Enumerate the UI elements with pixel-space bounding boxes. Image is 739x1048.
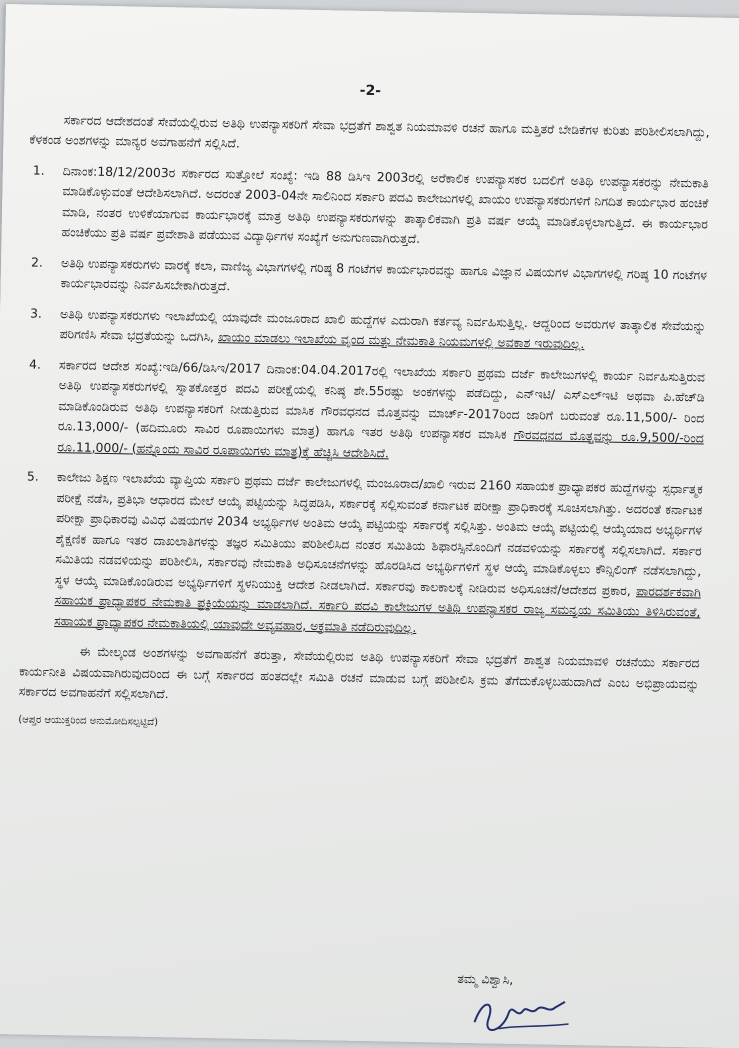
- points-list: [20, 160, 709, 643]
- signature-image: [468, 988, 589, 1040]
- list-item: 1. ದಿನಾಂಕ:18/12/2003ರ ಸರ್ಕಾರದ ಸುತ್ತೋಲೆ ಸಂಖ್ಯೆ: ಇಡಿ 88 ಡಿಸಿಇ 2003ರಲ್ಲಿ ಅರೆಕಾಲಿಕ ಉಪನ್ಯಾಸಕರ ಬದಲಿಗೆ ಅತಿಥಿ ಉಪನ್ಯಾಸಕರನ್ನು ನೇಮಕಾತಿ ಮಾಡಿಕೊಳ್ಳುವಂತೆ ಆದೇಶಿಸಲಾಗಿದೆ. ಅದರಂತೆ 2003-04ನೇ ಸಾಲಿನಿಂದ ಸರ್ಕಾರಿ ಪದವಿ ಕಾಲೇಜುಗಳಲ್ಲಿ ಖಾಯಂ ಉಪನ್ಯಾಸಕರುಗಳಿಗೆ ನಿಗದಿತ ಕಾರ್ಯಭಾರ ಹಂಚಿಕೆ ಮಾಡಿ, ನಂತರ ಉಳಿಕೆಯಾಗುವ ಕಾರ್ಯಭಾರಕ್ಕೆ ಮಾತ್ರ ಅತಿಥಿ ಉಪನ್ಯಾಸಕರುಗಳನ್ನು ತಾತ್ಕಾಲಿಕವಾಗಿ ಪ್ರತಿ ವರ್ಷ ಆಯ್ಕೆ ಮಾಡಿಕೊಳ್ಳಲಾಗುತ್ತಿದೆ. ಈ ಕಾರ್ಯಭಾರ ಹಂಚಿಕೆಯು ಪ್ರತಿ ವರ್ಷ ಪ್ರವೇಶಾತಿ ಪಡೆಯುವ ವಿದ್ಯಾರ್ಥಿಗಳ ಸಂಖ್ಯೆಗೆ ಅನುಗುಣವಾಗಿರುತ್ತದೆ.: [32, 162, 709, 246]
- footnote: (ಆಪ್ತರ ಆಯುಕ್ತರಿಂದ ಅನುಮೋದಿಸಲ್ಪಟ್ಟಿದೆ): [18, 713, 159, 728]
- conclusion-paragraph: ಈ ಮೇಲ್ಕಂಡ ಅಂಶಗಳನ್ನು ಅವಗಾಹನೆಗೆ ತರುತ್ತಾ, ಸೇವೆಯಲ್ಲಿರುವ ಅತಿಥಿ ಉಪನ್ಯಾಸಕರಿಗೆ ಸೇವಾ ಭದ್ರತೆಗೆ ಶಾಶ್ವತ ನಿಯಮಾವಳಿ ರಚನೆಯು ಸರ್ಕಾರದ ಕಾರ್ಯನೀತಿ ವಿಷಯವಾಗಿರುವುದರಿಂದ ಈ ಬಗ್ಗೆ ಸರ್ಕಾರದ ಹಂತದಲ್ಲೇ ಸಮಿತಿ ರಚನೆ ಮಾಡುವ ಬಗ್ಗೆ ಪರಿಶೀಲಿಸಿ ಕ್ರಮ ತೆಗೆದುಕೊಳ್ಳಬಹುದಾಗಿದೆ ಎಂಬ ಅಭಿಪ್ರಾಯವನ್ನು ಸರ್ಕಾರದ ಅವಗಾಹನೆಗೆ ಸಲ್ಲಿಸಲಾಗಿದೆ.: [18, 643, 700, 702]
- intro-paragraph: ಸರ್ಕಾರದ ಆದೇಶದಂತೆ ಸೇವೆಯಲ್ಲಿರುವ ಅತಿಥಿ ಉಪನ್ಯಾಸಕರಿಗೆ ಸೇವಾ ಭದ್ರತೆಗೆ ಶಾಶ್ವತ ನಿಯಮಾವಳಿ ರಚನೆ ಹಾಗೂ ಮತ್ತಿತರೆ ಬೇಡಿಕೆಗಳ ಕುರಿತು ಪರಿಶೀಲಿಸಲಾಗಿದ್ದು, ಕೆಳಕಂಡ ಅಂಶಗಳನ್ನು ಮಾನ್ಯರ ಅವಗಾಹನೆಗೆ ಸಲ್ಲಿಸಿದೆ.: [29, 111, 710, 151]
- underlined-text: ಪಾರದರ್ಶಕವಾಗಿ ಸಹಾಯಕ ಪ್ರಾಧ್ಯಾಪಕರ ನೇಮಕಾತಿ ಪ್ರಕ್ರಿಯೆಯನ್ನು ಮಾಡಲಾಗಿದೆ. ಸರ್ಕಾರಿ ಪದವಿ ಕಾಲೇಜುಗಳ ಅತಿಥಿ ಉಪನ್ಯಾಸಕರ ರಾಜ್ಯ ಸಮನ್ವಯ ಸಮಿತಿಯು ತಿಳಿಸಿರುವಂತೆ, ಸಹಾಯಕ ಪ್ರಾಧ್ಯಾಪಕರ ನೇಮಕಾತಿಯಲ್ಲಿ ಯಾವುದೇ ಅವ್ಯವಹಾರ, ಅಕ್ರಮಾತಿ ನಡೆದಿರುವುದಿಲ್ಲ.: [54, 582, 701, 635]
- underlined-text: ಗೌರವಧನದ ಮೊತ್ತವನ್ನು ರೂ.9,500/-ರಿಂದ ರೂ.11,000/- (ಹನ್ನೊಂದು ಸಾವಿರ ರೂಪಾಯಿಗಳು ಮಾತ್ರ)ಕ್ಕೆ ಹೆಚ್ಚಿಸಿ ಆದೇಶಿಸಿದೆ.: [57, 426, 704, 460]
- list-item: 3. ಅತಿಥಿ ಉಪನ್ಯಾಸಕರುಗಳು ಇಲಾಖೆಯಲ್ಲಿ ಯಾವುದೇ ಮಂಜೂರಾದ ಖಾಲಿ ಹುದ್ದೆಗಳ ಎದುರಾಗಿ ಕರ್ತವ್ಯ ನಿರ್ವಹಿಸುತ್ತಿಲ್ಲ. ಆದ್ದರಿಂದ ಅವರುಗಳ ತಾತ್ಕಾಲಿಕ ಸೇವೆಯನ್ನು ಪರಿಗಣಿಸಿ ಸೇವಾ ಭದ್ರತೆಯನ್ನು ಒದಗಿಸಿ, ಖಾಯಂ ಮಾಡಲು ಇಲಾಖೆಯ ವೃಂದ ಮತ್ತು ನೇಮಕಾತಿ ನಿಯಮಗಳಲ್ಲಿ ಅವಕಾಶ ಇರುವುದಿಲ್ಲ.: [29, 305, 707, 352]
- list-item: 5. ಕಾಲೇಜು ಶಿಕ್ಷಣ ಇಲಾಖೆಯ ವ್ಯಾಪ್ತಿಯ ಸರ್ಕಾರಿ ಪ್ರಥಮ ದರ್ಜೆ ಕಾಲೇಜುಗಳಲ್ಲಿ ಮಂಜೂರಾದ/ಖಾಲಿ ಇರುವ 2160 ಸಹಾಯಕ ಪ್ರಾಧ್ಯಾಪಕರ ಹುದ್ದೆಗಳನ್ನು ಸ್ಪರ್ಧಾತ್ಮಕ ಪರೀಕ್ಷೆ ನಡೆಸಿ, ಪ್ರತಿಭಾ ಆಧಾರದ ಮೇಲೆ ಆಯ್ಕೆ ಪಟ್ಟಿಯನ್ನು ಸಿದ್ಧಪಡಿಸಿ, ಸರ್ಕಾರಕ್ಕೆ ಸಲ್ಲಿಸುವಂತೆ ಕರ್ನಾಟಕ ಪರೀಕ್ಷಾ ಪ್ರಾಧಿಕಾರಕ್ಕೆ ಸೂಚಿಸಲಾಗಿತ್ತು. ಅದರಂತೆ ಕರ್ನಾಟಕ ಪರೀಕ್ಷಾ ಪ್ರಾಧಿಕಾರವು ವಿವಿಧ ವಿಷಯಗಳ 2034 ಅಭ್ಯರ್ಥಿಗಳ ಅಂತಿಮ ಆಯ್ಕೆ ಪಟ್ಟಿಯನ್ನು ಸರ್ಕಾರಕ್ಕೆ ಸಲ್ಲಿಸಿತ್ತು. ಅಂತಿಮ ಆಯ್ಕೆ ಪಟ್ಟಿಯಲ್ಲಿ ಆಯ್ಕೆಯಾದ ಅಭ್ಯರ್ಥಿಗಳ ಶೈಕ್ಷಣಿಕ ಹಾಗೂ ಇತರ ದಾಖಲಾತಿಗಳನ್ನು ತಜ್ಞರ ಸಮಿತಿಯು ಪರಿಶೀಲಿಸಿದ ನಂತರ ಸಮಿತಿಯ ಶಿಫಾರಸ್ಸಿನೊಂದಿಗೆ ನಡವಳಿಯನ್ನು ಸರ್ಕಾರಕ್ಕೆ ಸಲ್ಲಿಸಲಾಗಿದೆ. ಸರ್ಕಾರ ಸಮಿತಿಯ ನಡವಳಿಯನ್ನು ಪರಿಶೀಲಿಸಿ, ಸರ್ಕಾರವು ನೇಮಕಾತಿ ಅಧಿಸೂಚನೆಗಳನ್ನು ಹೊರಡಿಸಿದ ಅಭ್ಯರ್ಥಿಗಳಿಗೆ ಸ್ಥಳ ಆಯ್ಕೆ ಮಾಡಿಕೊಳ್ಳಲು ಕೌನ್ಸಿಲಿಂಗ್ ನಡೆಸಲಾಗಿದ್ದು, ಸ್ಥಳ ಆಯ್ಕೆ ಮಾಡಿಕೊಂಡಿರುವ ಅಭ್ಯರ್ಥಿಗಳಿಗೆ ಸ್ಥಳನಿಯುಕ್ತಿ ಆದೇಶ ನೀಡಲಾಗಿದೆ. ಸರ್ಕಾರವು ಕಾಲಕಾಲಕ್ಕೆ ನೀಡಿರುವ ಅಧಿಸೂಚನೆ/ಆದೇಶದ ಪ್ರಕಾರ, ಪಾರದರ್ಶಕವಾಗಿ ಸಹಾಯಕ ಪ್ರಾಧ್ಯಾಪಕರ ನೇಮಕಾತಿ ಪ್ರಕ್ರಿಯೆಯನ್ನು ಮಾಡಲಾಗಿದೆ. ಸರ್ಕಾರಿ ಪದವಿ ಕಾಲೇಜುಗಳ ಅತಿಥಿ ಉಪನ್ಯಾಸಕರ ರಾಜ್ಯ ಸಮನ್ವಯ ಸಮಿತಿಯು ತಿಳಿಸಿರುವಂತೆ, ಸಹಾಯಕ ಪ್ರಾಧ್ಯಾಪಕರ ನೇಮಕಾತಿಯಲ್ಲಿ ಯಾವುದೇ ಅವ್ಯವಹಾರ, ಅಕ್ರಮಾತಿ ನಡೆದಿರುವುದಿಲ್ಲ.: [26, 468, 703, 635]
- list-item: 2. ಅತಿಥಿ ಉಪನ್ಯಾಸಕರುಗಳು ವಾರಕ್ಕೆ ಕಲಾ, ವಾಣಿಜ್ಯ ವಿಭಾಗಗಳಲ್ಲಿ ಗರಿಷ್ಠ 8 ಗಂಟೆಗಳ ಕಾರ್ಯಭಾರವನ್ನು ಹಾಗೂ ವಿಜ್ಞಾನ ವಿಷಯಗಳ ವಿಭಾಗಗಳಲ್ಲಿ ಗರಿಷ್ಠ 10 ಗಂಟೆಗಳ ಕಾರ್ಯಭಾರವನ್ನು ನಿರ್ವಹಿಸಬೇಕಾಗಿರುತ್ತದೆ.: [30, 254, 708, 294]
- document-page: [0, 4, 739, 1048]
- underlined-text: ಖಾಯಂ ಮಾಡಲು ಇಲಾಖೆಯ ವೃಂದ ಮತ್ತು ನೇಮಕಾತಿ ನಿಯಮಗಳಲ್ಲಿ ಅವಕಾಶ ಇರುವುದಿಲ್ಲ.: [217, 329, 585, 352]
- page-number: -2-: [359, 82, 382, 100]
- document-body: [18, 74, 710, 743]
- list-item: 4. ಸರ್ಕಾರದ ಆದೇಶ ಸಂಖ್ಯೆ:ಇಡಿ/66/ಡಿಸಿಇ/2017 ದಿನಾಂಕ:04.04.2017ರಲ್ಲಿ ಇಲಾಖೆಯ ಸರ್ಕಾರಿ ಪ್ರಥಮ ದರ್ಜೆ ಕಾಲೇಜುಗಳಲ್ಲಿ ಕಾರ್ಯ ನಿರ್ವಹಿಸುತ್ತಿರುವ ಅತಿಥಿ ಉಪನ್ಯಾಸಕರುಗಳಲ್ಲಿ ಸ್ನಾತಕೋತ್ತರ ಪದವಿ ಪರೀಕ್ಷೆಯಲ್ಲಿ ಕನಿಷ್ಠ ಶೇ.55ರಷ್ಟು ಅಂಕಗಳನ್ನು ಪಡೆದಿದ್ದು, ಎನ್‌ಇಟಿ/ ಎಸ್‌ಎಲ್‌ಇಟಿ ಅಥವಾ ಪಿ.ಹೆಚ್‌ಡಿ ಮಾಡಿಕೊಂಡಿರುವ ಅತಿಥಿ ಉಪನ್ಯಾಸಕರಿಗೆ ನೀಡುತ್ತಿರುವ ಮಾಸಿಕ ಗೌರವಧನದ ಮೊತ್ತವನ್ನು ಮಾರ್ಚ್-2017ರಿಂದ ಜಾರಿಗೆ ಬರುವಂತೆ ರೂ.11,500/- ರಿಂದ ರೂ.13,000/- (ಹದಿಮೂರು ಸಾವಿರ ರೂಪಾಯಿಗಳು ಮಾತ್ರ) ಹಾಗೂ ಇತರ ಅತಿಥಿ ಉಪನ್ಯಾಸಕರ ಮಾಸಿಕ ಗೌರವಧನದ ಮೊತ್ತವನ್ನು ರೂ.9,500/-ರಿಂದ ರೂ.11,000/- (ಹನ್ನೊಂದು ಸಾವಿರ ರೂಪಾಯಿಗಳು ಮಾತ್ರ)ಕ್ಕೆ ಹೆಚ್ಚಿಸಿ ಆದೇಶಿಸಿದೆ.: [28, 356, 706, 460]
- closing-line: ತಮ್ಮ ವಿಶ್ವಾಸಿ,: [457, 970, 514, 987]
